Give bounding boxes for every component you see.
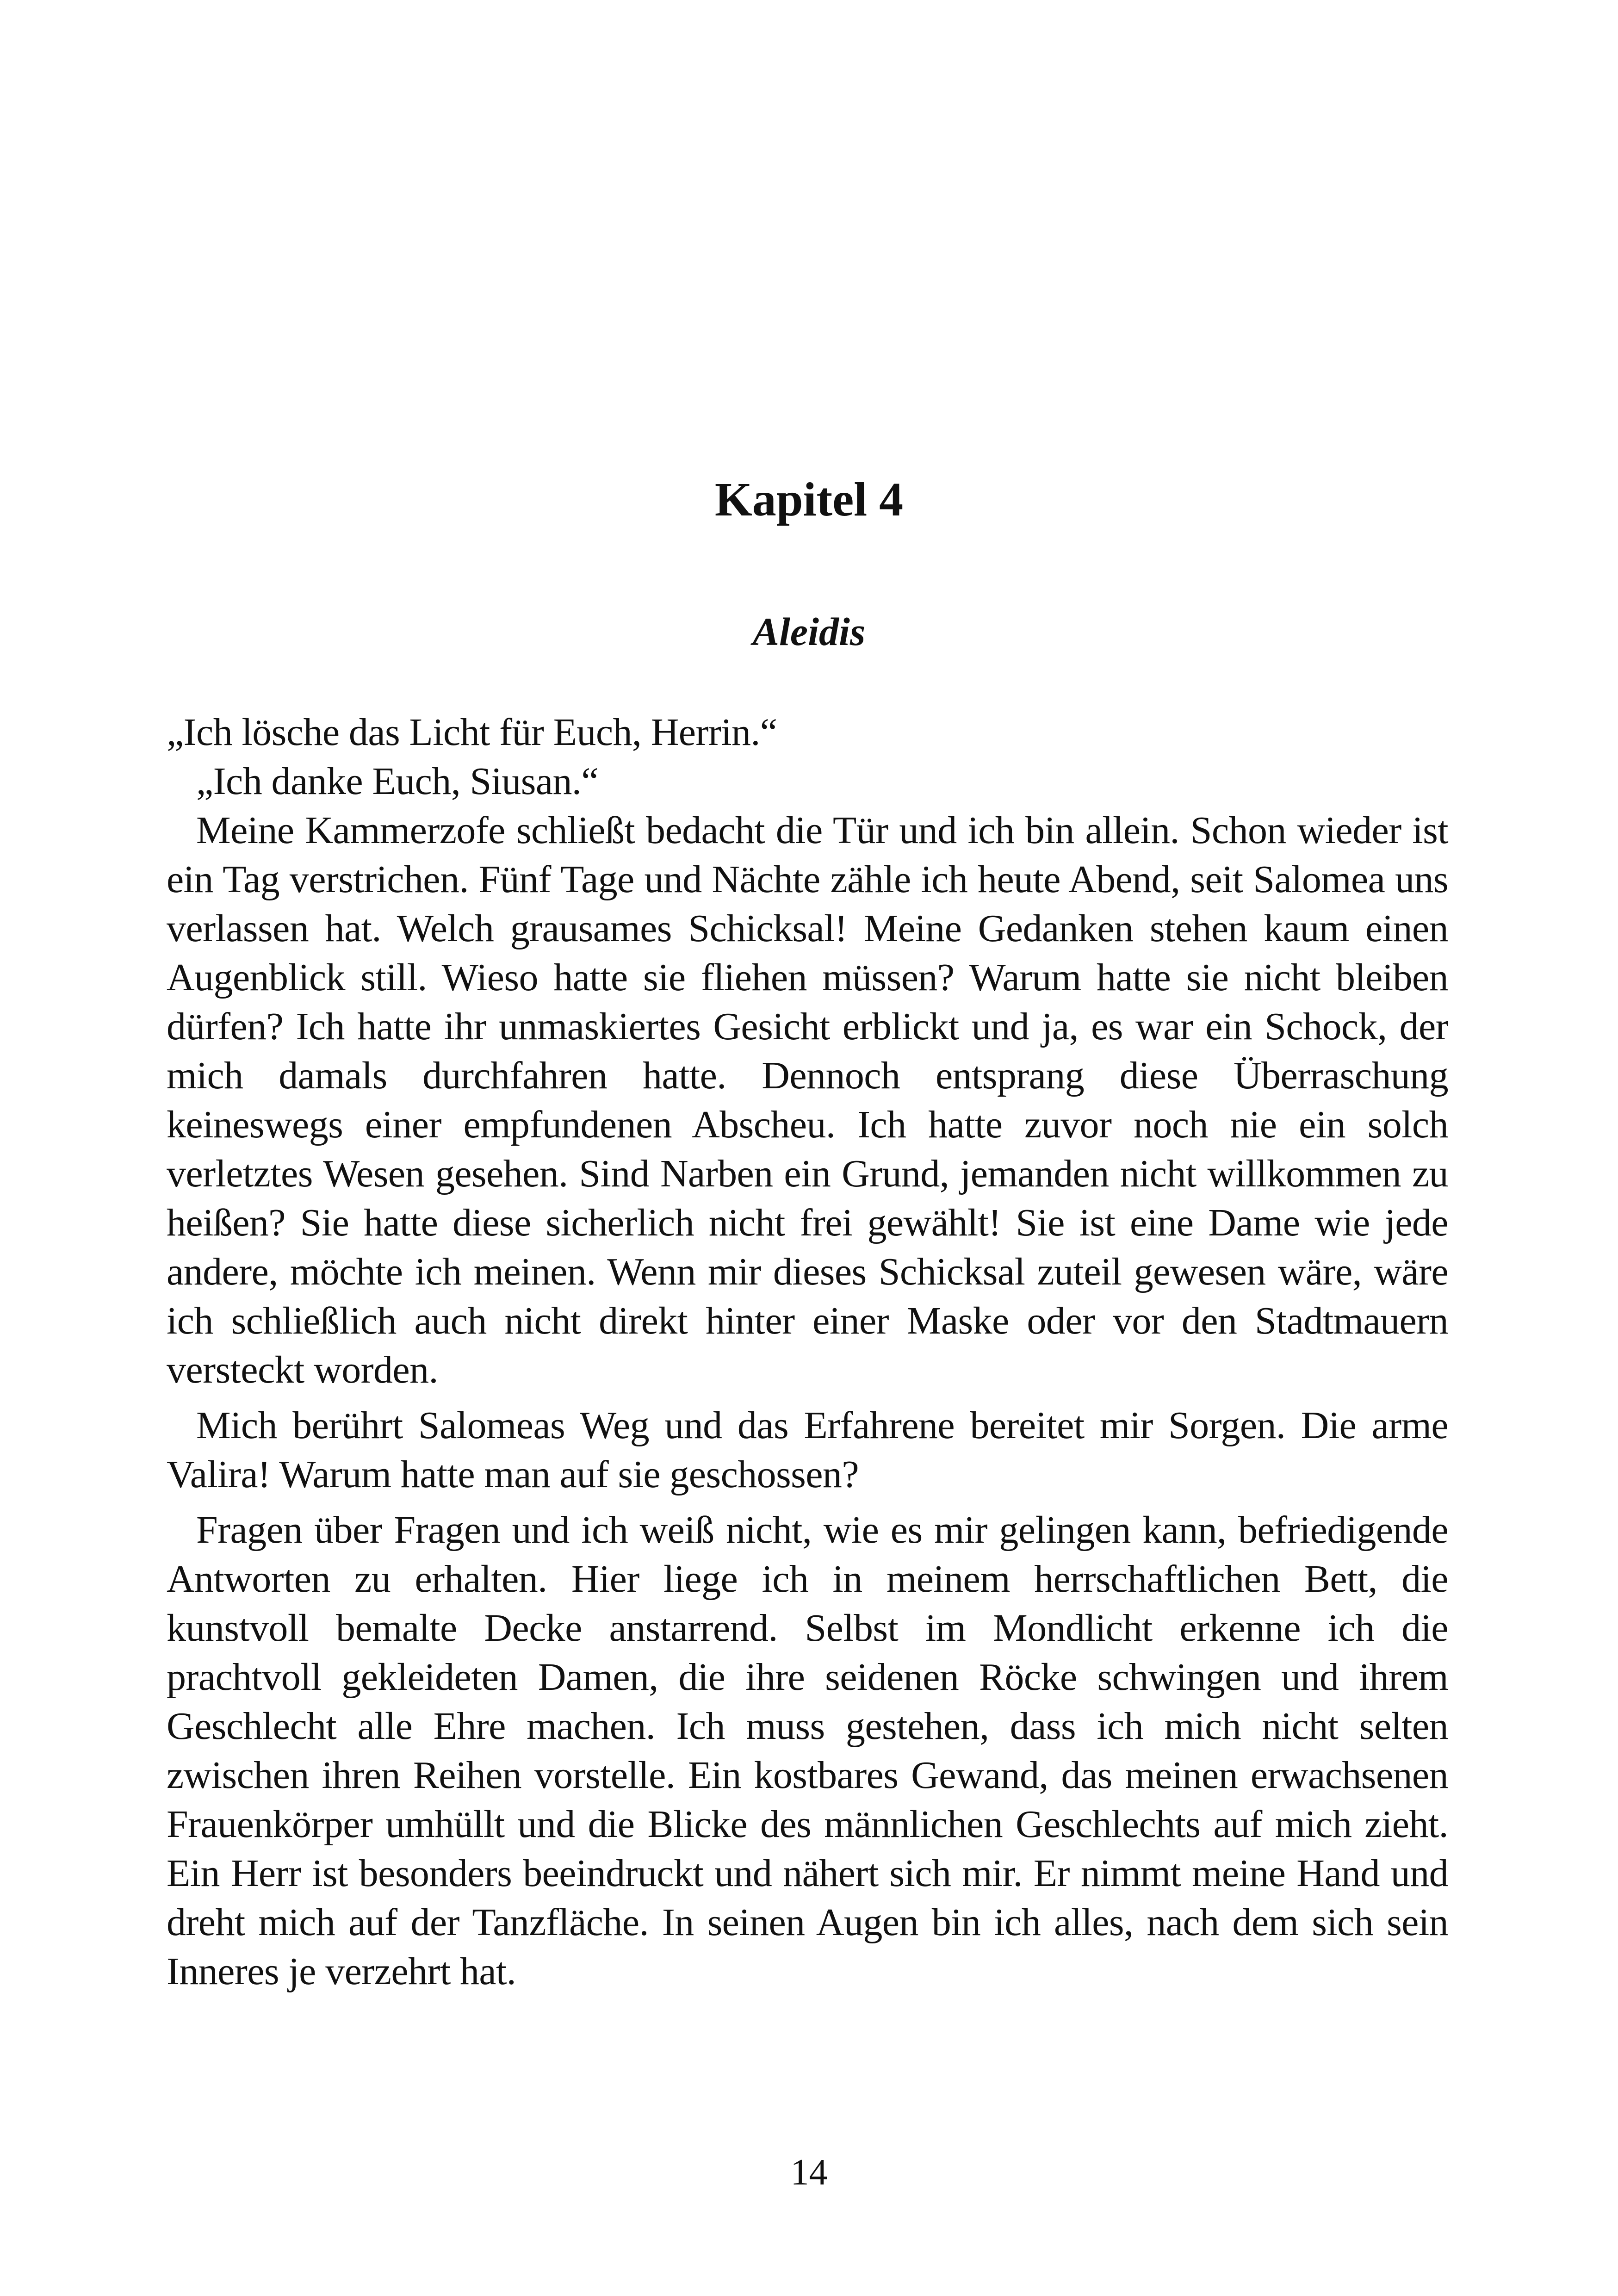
paragraph-dialogue-1: „Ich lösche das Licht für Euch, Herrin.“ — [167, 711, 777, 754]
paragraph-2: Mich berührt Salomeas Weg und das Erfahrene bereitet mir Sorgen. Die arme Valira! Warum hatte man auf sie geschossen? — [167, 1404, 1448, 1496]
paragraph-3: Fragen über Fragen und ich weiß nicht, wie es mir gelingen kann, befriedigende Antworten zu erhalten. Hier liege ich in meinem herrschaftlichen Bett, die kunstvoll bemalte Decke anstarrend. Selbst im Mondlicht erkenne ich die prachtvoll gekleideten Damen, die ihre seidenen Röcke schwingen und ihrem Geschlecht alle Ehre machen. Ich muss gestehen, dass ich mich nicht selten zwischen ihren Reihen vorstelle. Ein kostbares Gewand, das meinen erwachsenen Frauenkörper umhüllt und die Blicke des männlichen Geschlechts auf mich zieht. Ein Herr ist besonders beeindruckt und nähert sich mir. Er nimmt meine Hand und dreht mich auf der Tanzfläche. In seinen Augen bin ich alles, nach dem sich sein Inneres je verzehrt hat. — [167, 1508, 1448, 1993]
paragraph-dialogue-2: „Ich danke Euch, Siusan.“ — [196, 760, 599, 803]
chapter-title: Kapitel 4 — [714, 473, 904, 526]
chapter-subtitle: Aleidis — [752, 609, 866, 654]
page-number: 14 — [790, 2152, 828, 2193]
chapter-body — [167, 708, 1448, 1996]
paragraph-1: Meine Kammerzofe schließt bedacht die Tür und ich bin allein. Schon wieder ist ein Tag verstrichen. Fünf Tage und Nächte zähle ich heute Abend, seit Salomea uns verlassen hat. Welch grausames Schicksal! Meine Gedanken stehen kaum einen Augenblick still. Wieso hatte sie fliehen müssen? Warum hatte sie nicht bleiben dürfen? Ich hatte ihr unmaskiertes Gesicht erblickt und ja, es war ein Schock, der mich damals durchfahren hatte. Dennoch entsprang diese Überraschung keineswegs einer empfundenen Abscheu. Ich hatte zuvor noch nie ein solch verletztes Wesen gesehen. Sind Narben ein Grund, jemanden nicht willkommen zu heißen? Sie hatte diese sicherlich nicht frei gewählt! Sie ist eine Dame wie jede andere, möchte ich meinen. Wenn mir dieses Schicksal zuteil gewesen wäre, wäre ich schließlich auch nicht direkt hinter einer Maske oder vor den Stadtmauern versteckt worden. — [167, 809, 1448, 1391]
